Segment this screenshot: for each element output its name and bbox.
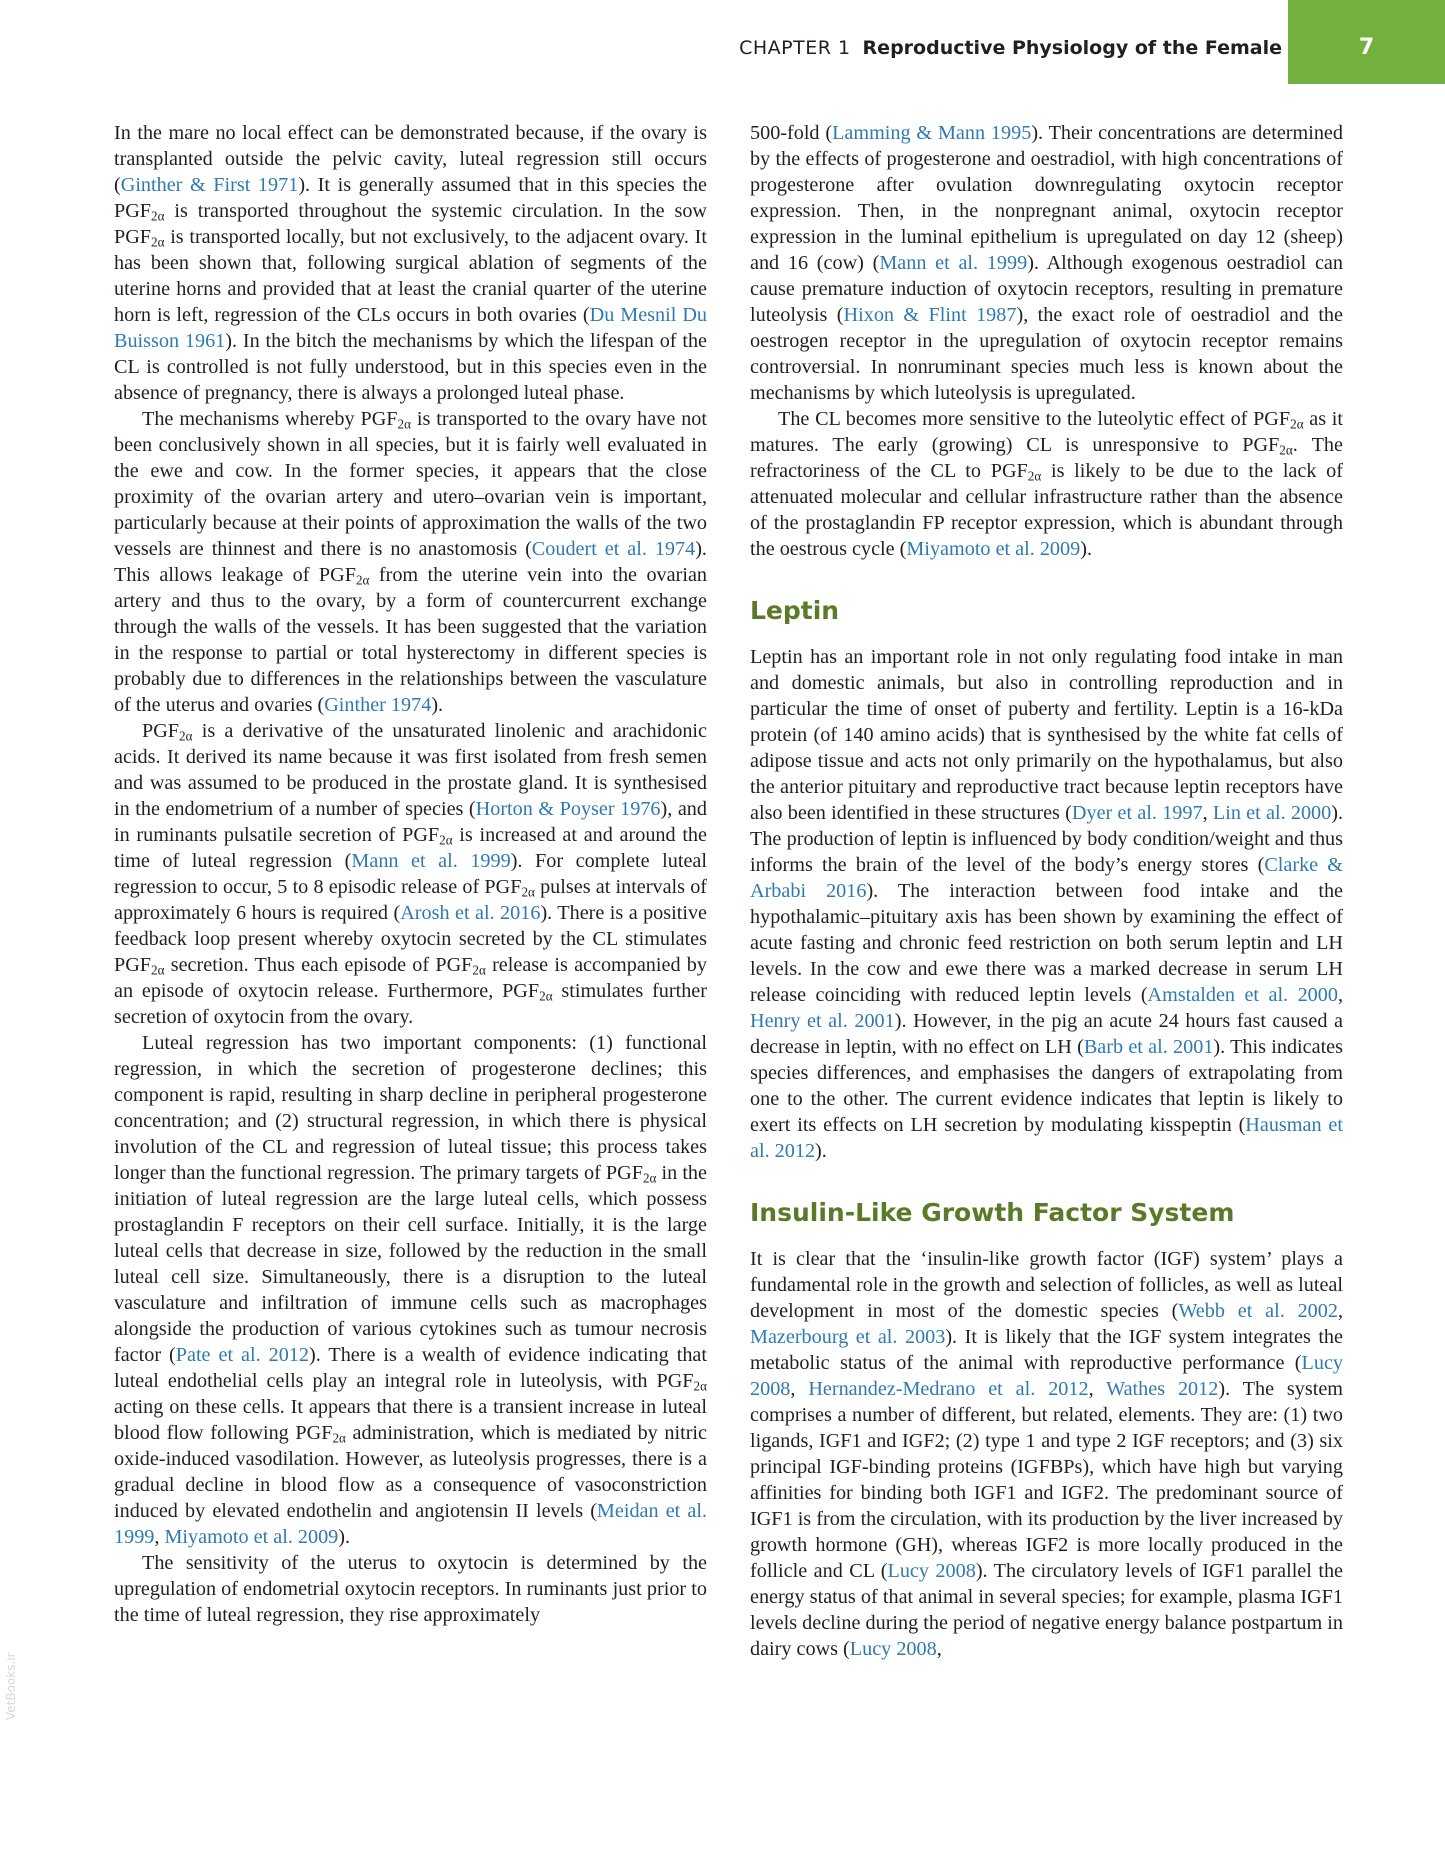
section-heading-igf: Insulin-Like Growth Factor System <box>750 1198 1235 1227</box>
citation-link[interactable]: Hausman et al. 2012 <box>750 1114 1343 1162</box>
paragraph-transport-mechanisms: The mechanisms whereby $PGF_{2\alpha}$ is transported to the ovary have not been conclusively shown in all species, but it is fairly well evaluated in the ewe and cow. In the former species, it appears that the close proximity of the ovarian artery and utero–ovarian vein is important, particularly because at their points of approximation the walls of the two vessels are thinnest and there is no anastomosis (Coudert et al. 1974). This allows leakage of $PGF_{2\alpha}$ from the uterine vein into the ovarian artery and thus to the ovary, by a form of countercurrent exchange through the walls of the vessels. It has been suggested that the variation in the response to partial or total hysterectomy in different species is probably due to differences in the relationships between the vasculature of the uterus and ovaries (Ginther 1974). <box>114 408 708 716</box>
citation-link[interactable]: Amstalden et al. 2000 <box>1147 984 1338 1006</box>
citation-link[interactable]: Lin et al. 2000 <box>1212 802 1332 824</box>
citation-link[interactable]: Pate et al. 2012 <box>175 1344 309 1366</box>
paragraph-mare: In the mare no local effect can be demonstrated because, if the ovary is transplanted outside the pelvic cavity, luteal regression still occurs (Ginther & First 1971). It is generally assumed that in this species the $PGF_{2\alpha}$ is transported throughout the systemic circulation. In the sow $PGF_{2\alpha}$ is transported locally, but not exclusively, to the adjacent ovary. It has been shown that, following surgical ablation of segments of the uterine horns and provided that at least the cranial quarter of the uterine horn is left, regression of the CLs occurs in both ovaries (Du Mesnil Du Buisson 1961). In the bitch the mechanisms by which the lifespan of the CL is controlled is not fully understood, but in this species even in the absence of pregnancy, there is always a prolonged luteal phase. <box>114 122 708 404</box>
pgf2a-term: $PGF_{2\alpha}$ <box>435 954 486 978</box>
pgf2a-term: $PGF_{2\alpha}$ <box>114 226 165 250</box>
citation-link[interactable]: Miyamoto et al. 2009 <box>164 1526 339 1548</box>
pgf2a-term: $PGF_{2\alpha}$ <box>360 408 411 432</box>
citation-link[interactable]: Coudert et al. 1974 <box>531 538 696 560</box>
citation-link[interactable]: Miyamoto et al. 2009 <box>906 538 1081 560</box>
pgf2a-term: $PGF_{2\alpha}$ <box>142 720 193 744</box>
citation-link[interactable]: Mann et al. 1999 <box>879 252 1028 274</box>
page-number: 7 <box>1358 35 1375 60</box>
citation-link[interactable]: Arosh et al. 2016 <box>400 902 541 924</box>
right-column <box>750 120 1343 1662</box>
paragraph-oxytocin-sensitivity: The sensitivity of the uterus to oxytocin is determined by the upregulation of endometrial oxytocin receptors. In ruminants just prior to the time of luteal regression, they rise approximately <box>114 1552 707 1626</box>
paragraph-luteal-regression: Luteal regression has two important components: (1) functional regression, in which the secretion of progesterone declines; this component is rapid, resulting in sharp decline in peripheral progesterone concentration; and (2) structural regression, in which there is physical involution of the CL and regression of luteal tissue; this process takes longer than the functional regression. The primary targets of $PGF_{2\alpha}$ in the initiation of luteal regression are the large luteal cells, which possess prostaglandin F receptors on their cell surface. Initially, it is the large luteal cells that decrease in size, followed by the reduction in the small luteal cell size. Simultaneously, there is a disruption to the luteal vasculature and infiltration of immune cells such as macrophages alongside the production of various cytokines such as tumour necrosis factor (Pate et al. 2012). There is a wealth of evidence indicating that luteal endothelial cells play an integral role in luteolysis, with $PGF_{2\alpha}$ acting on these cells. It appears that there is a transient increase in luteal blood flow following $PGF_{2\alpha}$ administration, which is mediated by nitric oxide-induced vasodilation. However, as luteolysis progresses, there is a gradual decline in blood flow as a consequence of vasoconstriction induced by elevated endothelin and angiotensin II levels (Meidan et al. 1999, Miyamoto et al. 2009). <box>114 1032 708 1548</box>
pgf2a-term: $PGF_{2\alpha}$ <box>114 954 165 978</box>
paragraph-leptin: Leptin has an important role in not only regulating food intake in man and domestic animals, but also in controlling reproduction and in particular the time of onset of puberty and fertility. Leptin is a 16-kDa protein (of 140 amino acids) that is synthesised by the white fat cells of adipose tissue and acts not only primarily on the hypothalamus, but also the anterior pituitary and reproductive tract because leptin receptors have also been identified in these structures (Dyer et al. 1997, Lin et al. 2000). The production of leptin is influenced by body condition/weight and thus informs the brain of the level of the body’s energy stores (Clarke & Arbabi 2016). The interaction between food intake and the hypothalamic–pituitary axis has been shown by examining the effect of acute fasting and chronic feed restriction on both serum leptin and LH levels. In the cow and ewe there was a marked decrease in serum LH release coinciding with reduced leptin levels (Amstalden et al. 2000, Henry et al. 2001). However, in the pig an acute 24 hours fast caused a decrease in leptin, with no effect on LH (Barb et al. 2001). This indicates species differences, and emphasises the dangers of extrapolating from one to the other. The current evidence indicates that leptin is likely to exert its effects on LH secretion by modulating kisspeptin (Hausman et al. 2012). <box>750 646 1344 1162</box>
citation-link[interactable]: Barb et al. 2001 <box>1083 1036 1214 1058</box>
left-column <box>114 120 707 1628</box>
pgf2a-term: $PGF_{2\alpha}$ <box>295 1422 346 1446</box>
paragraph-pgf-derivative: $PGF_{2\alpha}$ is a derivative of the unsaturated linolenic and arachidonic acids. It derived its name because it was first isolated from fresh semen and was assumed to be produced in the prostate gland. It is synthesised in the endometrium of a number of species (Horton & Poyser 1976), and in ruminants pulsatile secretion of $PGF_{2\alpha}$ is increased at and around the time of luteal regression (Mann et al. 1999). For complete luteal regression to occur, 5 to 8 episodic release of $PGF_{2\alpha}$ pulses at intervals of approximately 6 hours is required (Arosh et al. 2016). There is a positive feedback loop present whereby oxytocin secreted by the CL stimulates $PGF_{2\alpha}$ secretion. Thus each episode of $PGF_{2\alpha}$ release is accompanied by an episode of oxytocin release. Furthermore, $PGF_{2\alpha}$ stimulates further secretion of oxytocin from the ovary. <box>114 720 708 1028</box>
pgf2a-term: $PGF_{2\alpha}$ <box>484 876 535 900</box>
citation-link[interactable]: Dyer et al. 1997 <box>1071 802 1203 824</box>
pgf2a-term: $PGF_{2\alpha}$ <box>318 564 370 588</box>
citation-link[interactable]: Mann et al. 1999 <box>351 850 511 872</box>
pgf2a-term: $PGF_{2\alpha}$ <box>114 200 165 224</box>
watermark: VetBooks.ir <box>4 1652 18 1720</box>
paragraph-igf: It is clear that the ‘insulin-like growth factor (IGF) system’ plays a fundamental role in the growth and selection of follicles, as well as luteal development in most of the domestic species (Webb et al. 2002, Mazerbourg et al. 2003). It is likely that the IGF system integrates the metabolic status of the animal with reproductive performance (Lucy 2008, Hernandez-Medrano et al. 2012, Wathes 2012). The system comprises a number of different, but related, elements. They are: (1) two ligands, IGF1 and IGF2; (2) type 1 and type 2 IGF receptors; and (3) six principal IGF-binding proteins (IGFBPs), which have high but varying affinities for binding both IGF1 and IGF2. The predominant source of IGF1 is from the circulation, with its production by the liver increased by growth hormone (GH), whereas IGF2 is more locally produced in the follicle and CL (Lucy 2008). The circulatory levels of IGF1 parallel the energy status of that animal in several species; for example, plasma IGF1 levels decline during the period of negative energy balance postpartum in dairy cows (Lucy 2008, <box>750 1248 1343 1660</box>
citation-link[interactable]: Ginther & First 1971 <box>120 174 299 196</box>
paragraph-oxytocin-receptors: 500-fold (Lamming & Mann 1995). Their concentrations are determined by the effects of progesterone and oestradiol, with high concentrations of progesterone after ovulation downregulating oxytocin receptor expression. Then, in the nonpregnant animal, oxytocin receptor expression in the luminal epithelium is upregulated on day 12 (sheep) and 16 (cow) (Mann et al. 1999). Although exogenous oestradiol can cause premature induction of oxytocin receptors, resulting in premature luteolysis (Hixon & Flint 1987), the exact role of oestradiol and the oestrogen receptor in the upregulation of oxytocin receptor remains controversial. In nonruminant species much less is known about the mechanisms by which luteolysis is upregulated. <box>750 122 1343 404</box>
citation-link[interactable]: Du Mesnil Du Buisson 1961 <box>114 304 707 352</box>
running-header <box>582 37 1282 59</box>
paragraph-cl-sensitivity: The CL becomes more sensitive to the luteolytic effect of $PGF_{2\alpha}$ as it matures. The early (growing) CL is unresponsive to $PGF_{2\alpha}$. The refractoriness of the CL to $PGF_{2\alpha}$ is likely to be due to the lack of attenuated molecular and cellular infrastructure rather than the absence of the prostaglandin FP receptor expression, which is abundant through the oestrous cycle (Miyamoto et al. 2009). <box>750 408 1343 560</box>
citation-link[interactable]: Lamming & Mann 1995 <box>832 122 1032 144</box>
pgf2a-term: $PGF_{2\alpha}$ <box>605 1162 657 1186</box>
citation-link[interactable]: Hernandez-Medrano et al. 2012 <box>808 1378 1089 1400</box>
citation-link[interactable]: Horton & Poyser 1976 <box>475 798 661 820</box>
pgf2a-term: $PGF_{2\alpha}$ <box>402 824 453 848</box>
citation-link[interactable]: Lucy 2008 <box>849 1638 937 1660</box>
citation-link[interactable]: Ginther 1974 <box>324 694 432 716</box>
citation-link[interactable]: Clarke & Arbabi 2016 <box>750 854 1344 902</box>
chapter-title: Reproductive Physiology of the Female <box>862 37 1282 59</box>
pgf2a-term: $PGF_{2\alpha}$ <box>1242 434 1293 458</box>
section-heading-leptin: Leptin <box>750 596 840 625</box>
pgf2a-term: $PGF_{2\alpha}$ <box>1253 408 1304 432</box>
citation-link[interactable]: Meidan et al. 1999 <box>114 1500 707 1548</box>
chapter-label: CHAPTER 1 <box>739 37 851 59</box>
citation-link[interactable]: Webb et al. 2002 <box>1178 1300 1338 1322</box>
citation-link[interactable]: Mazerbourg et al. 2003 <box>750 1326 946 1348</box>
citation-link[interactable]: Lucy 2008 <box>750 1352 1343 1400</box>
pgf2a-term: $PGF_{2\alpha}$ <box>656 1370 707 1394</box>
citation-link[interactable]: Hixon & Flint 1987 <box>843 304 1017 326</box>
citation-link[interactable]: Henry et al. 2001 <box>750 1010 895 1032</box>
pgf2a-term: $PGF_{2\alpha}$ <box>502 980 553 1004</box>
page-number-box <box>1288 0 1445 84</box>
citation-link[interactable]: Lucy 2008 <box>887 1560 976 1582</box>
pgf2a-term: $PGF_{2\alpha}$ <box>990 460 1042 484</box>
citation-link[interactable]: Wathes 2012 <box>1106 1378 1219 1400</box>
